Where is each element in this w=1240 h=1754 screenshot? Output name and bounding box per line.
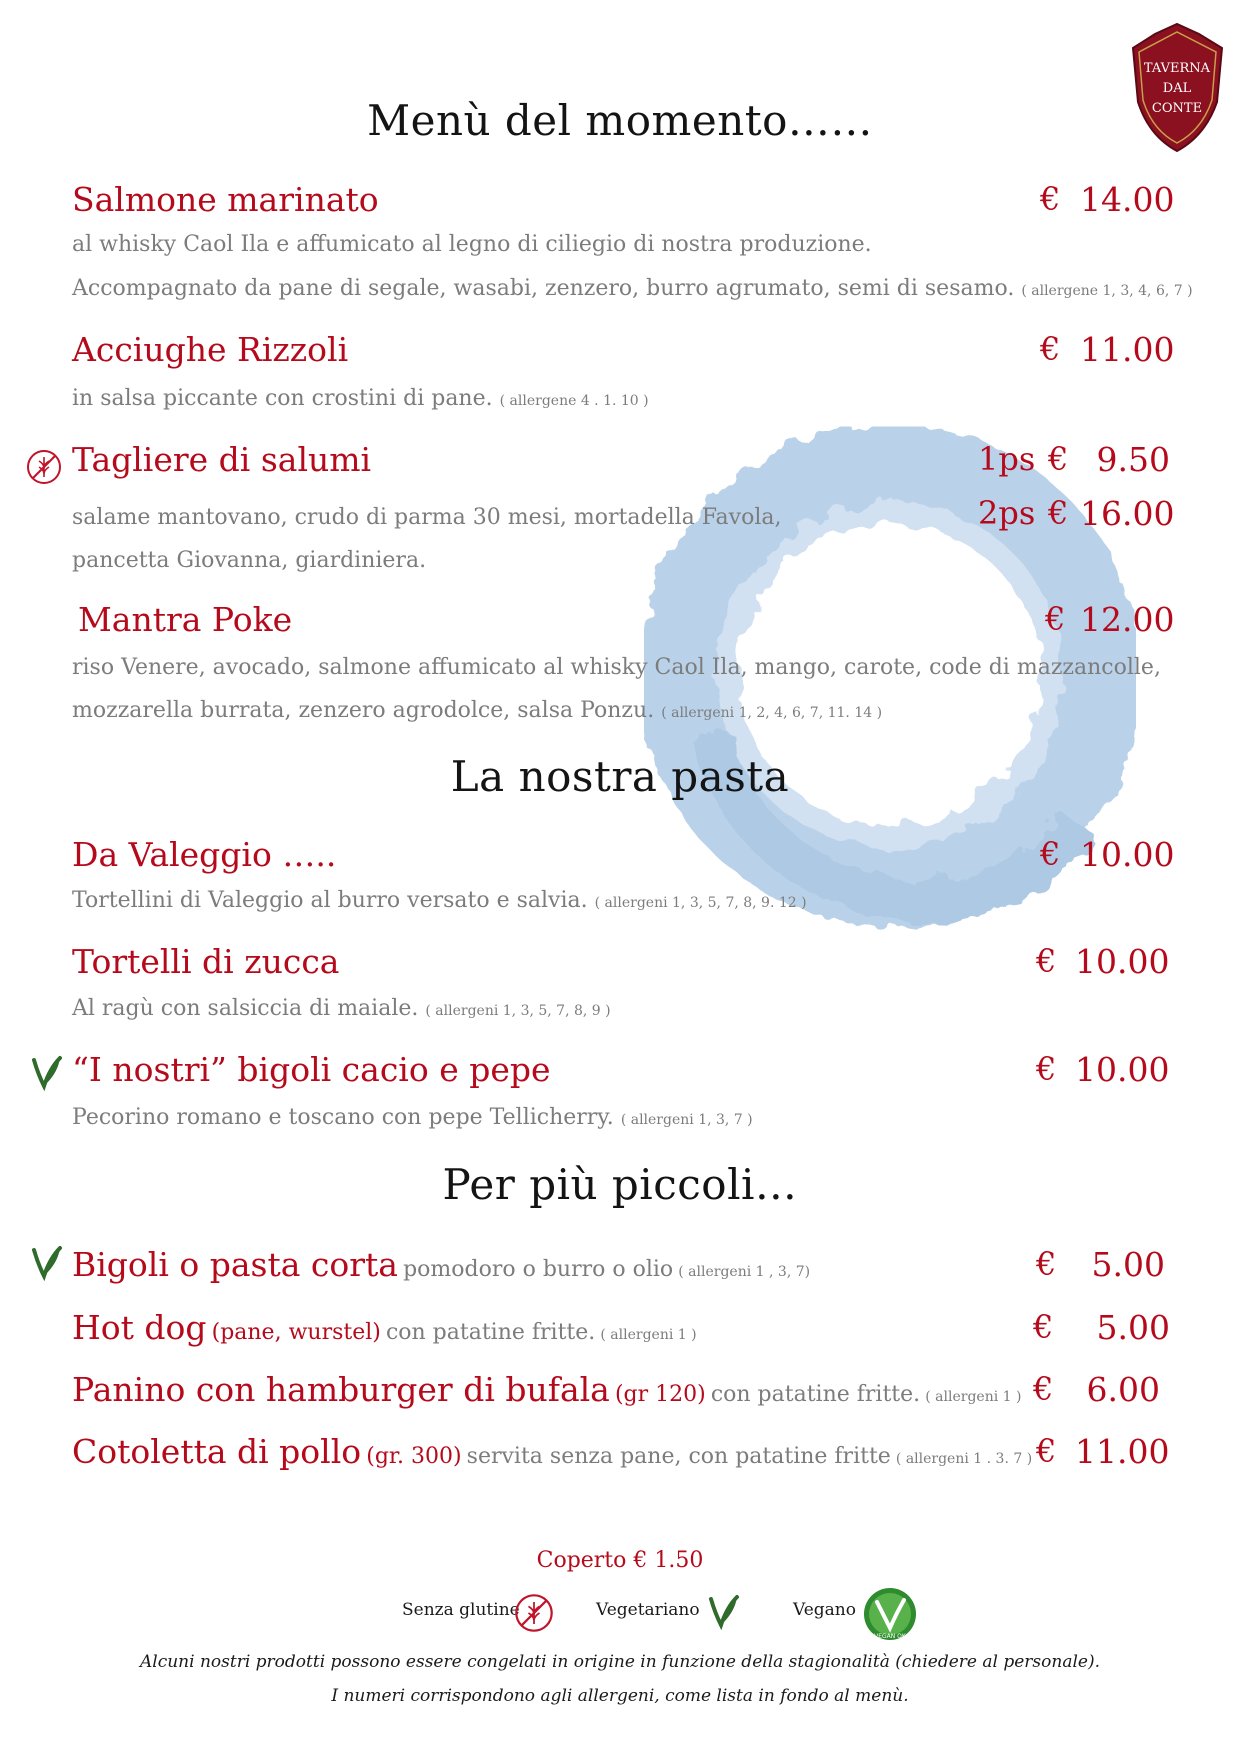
footnote-line1: Alcuni nostri prodotti possono essere congelati in origine in funzione della stagionalità (chiedere al personale). bbox=[139, 1652, 1100, 1672]
desc-valeggio-text: Tortellini di Valeggio al burro versato e salvia. bbox=[72, 888, 588, 913]
euro-mantra: € bbox=[1045, 600, 1066, 638]
item-name-bigoli-cacio: “I nostri” bigoli cacio e pepe bbox=[72, 1050, 551, 1089]
gluten-free-icon bbox=[25, 448, 63, 486]
allergens-bigoli-cacio: ( allergeni 1, 3, 7 ) bbox=[620, 1112, 753, 1128]
allergens-tortelli: ( allergeni 1, 3, 5, 7, 8, 9 ) bbox=[425, 1003, 611, 1019]
price-tortelli: 10.00 bbox=[1075, 942, 1170, 981]
vegan-ok-icon bbox=[862, 1586, 918, 1642]
price-kids-cotoletta: 11.00 bbox=[1075, 1432, 1170, 1471]
logo-line3: CONTE bbox=[1151, 101, 1203, 116]
kids-desc-cotoletta: servita senza pane, con patatine fritte bbox=[466, 1444, 891, 1469]
price-kids-hotdog: 5.00 bbox=[1096, 1308, 1170, 1347]
vegan-badge-text: VEGAN OK bbox=[874, 1633, 906, 1640]
euro-bigoli-cacio: € bbox=[1036, 1050, 1057, 1088]
section-title-piccoli: Per più piccoli… bbox=[442, 1160, 798, 1209]
kids-name-cotoletta: Cotoletta di pollo bbox=[72, 1432, 362, 1471]
euro-tortelli: € bbox=[1036, 942, 1057, 980]
allergens-salmone: ( allergene 1, 3, 4, 6, 7 ) bbox=[1021, 283, 1193, 299]
footnote-line2: I numeri corrispondono agli allergeni, come lista in fondo al menù. bbox=[331, 1686, 909, 1706]
allergens-acciughe: ( allergene 4 . 1. 10 ) bbox=[499, 393, 649, 409]
kids-name-panino: Panino con hamburger di bufala bbox=[72, 1370, 610, 1409]
legend-vegan-label: Vegano bbox=[793, 1600, 856, 1620]
section-title-momento: Menù del momento…… bbox=[367, 96, 873, 145]
desc-tortelli bbox=[72, 996, 611, 1021]
kids-allergens-hotdog: ( allergeni 1 ) bbox=[600, 1327, 697, 1343]
price-valeggio: 10.00 bbox=[1080, 835, 1175, 874]
price-tagliere-2: 16.00 bbox=[1080, 494, 1175, 533]
desc-mantra-2-text: mozzarella burrata, zenzero agrodolce, salsa Ponzu. bbox=[72, 698, 655, 723]
kids-name-bigoli: Bigoli o pasta corta bbox=[72, 1245, 398, 1284]
euro-kids-bigoli: € bbox=[1036, 1245, 1057, 1283]
gluten-free-icon bbox=[513, 1592, 555, 1634]
desc-tagliere-2: pancetta Giovanna, giardiniera. bbox=[72, 548, 427, 573]
kids-item-hotdog bbox=[72, 1308, 697, 1347]
euro-tagliere-2: € bbox=[1048, 494, 1069, 532]
euro-acciughe: € bbox=[1040, 330, 1061, 368]
vegetarian-icon bbox=[28, 1242, 64, 1282]
vegetarian-icon bbox=[705, 1590, 741, 1632]
kids-allergens-cotoletta: ( allergeni 1 . 3. 7 ) bbox=[895, 1451, 1033, 1467]
price-kids-panino: 6.00 bbox=[1086, 1370, 1160, 1409]
item-name-tagliere: Tagliere di salumi bbox=[72, 440, 372, 479]
kids-item-panino bbox=[72, 1370, 1021, 1409]
desc-salmone-1: al whisky Caol Ila e affumicato al legno di ciliegio di nostra produzione. bbox=[72, 232, 872, 257]
euro-salmone: € bbox=[1040, 180, 1061, 218]
euro-kids-panino: € bbox=[1033, 1370, 1054, 1408]
legend-vegetarian-label: Vegetariano bbox=[596, 1600, 700, 1620]
price-salmone: 14.00 bbox=[1080, 180, 1175, 219]
price-tagliere-1: 9.50 bbox=[1096, 440, 1170, 479]
desc-salmone-2-text: Accompagnato da pane di segale, wasabi, zenzero, burro agrumato, semi di sesamo. bbox=[72, 276, 1015, 301]
kids-sub-cotoletta: (gr. 300) bbox=[366, 1444, 462, 1469]
allergens-valeggio: ( allergeni 1, 3, 5, 7, 8, 9. 12 ) bbox=[594, 895, 807, 911]
kids-item-cotoletta bbox=[72, 1432, 1032, 1471]
kids-sub-hotdog: (pane, wurstel) bbox=[211, 1320, 381, 1345]
kids-item-bigoli bbox=[72, 1245, 810, 1284]
price-bigoli-cacio: 10.00 bbox=[1075, 1050, 1170, 1089]
kids-desc-hotdog: con patatine fritte. bbox=[385, 1320, 596, 1345]
euro-kids-hotdog: € bbox=[1033, 1308, 1054, 1346]
euro-valeggio: € bbox=[1040, 835, 1061, 873]
allergens-mantra: ( allergeni 1, 2, 4, 6, 7, 11. 14 ) bbox=[661, 705, 883, 721]
coperto-note: Coperto € 1.50 bbox=[536, 1548, 704, 1573]
kids-allergens-bigoli: ( allergeni 1 , 3, 7) bbox=[678, 1264, 811, 1280]
logo-line2: DAL bbox=[1162, 81, 1192, 96]
euro-kids-cotoletta: € bbox=[1036, 1432, 1057, 1470]
portion-tagliere-1: 1ps bbox=[978, 440, 1036, 478]
price-kids-bigoli: 5.00 bbox=[1091, 1245, 1165, 1284]
kids-desc-bigoli: pomodoro o burro o olio bbox=[403, 1257, 674, 1282]
kids-name-hotdog: Hot dog bbox=[72, 1308, 207, 1347]
kids-sub-panino: (gr 120) bbox=[614, 1382, 706, 1407]
vegetarian-icon bbox=[28, 1052, 64, 1092]
desc-mantra-2 bbox=[72, 698, 882, 723]
item-name-mantra: Mantra Poke bbox=[78, 600, 293, 639]
desc-valeggio bbox=[72, 888, 807, 913]
price-acciughe: 11.00 bbox=[1080, 330, 1175, 369]
section-title-pasta: La nostra pasta bbox=[450, 752, 790, 801]
kids-allergens-panino: ( allergeni 1 ) bbox=[925, 1389, 1022, 1405]
desc-salmone-2 bbox=[72, 276, 1193, 301]
legend-gluten-free-label: Senza glutine bbox=[402, 1600, 520, 1620]
desc-tagliere-1: salame mantovano, crudo di parma 30 mesi, mortadella Favola, bbox=[72, 505, 782, 530]
desc-acciughe bbox=[72, 386, 649, 411]
decorative-brush-circle bbox=[600, 405, 1160, 965]
item-name-acciughe: Acciughe Rizzoli bbox=[72, 330, 349, 369]
logo-line1: TAVERNA bbox=[1143, 61, 1211, 76]
euro-tagliere-1: € bbox=[1048, 440, 1069, 478]
desc-bigoli-cacio bbox=[72, 1105, 753, 1130]
item-name-salmone: Salmone marinato bbox=[72, 180, 379, 219]
desc-bigoli-cacio-text: Pecorino romano e toscano con pepe Tellicherry. bbox=[72, 1105, 614, 1130]
price-mantra: 12.00 bbox=[1080, 600, 1175, 639]
desc-tortelli-text: Al ragù con salsiccia di maiale. bbox=[72, 996, 419, 1021]
kids-desc-panino: con patatine fritte. bbox=[710, 1382, 921, 1407]
item-name-valeggio: Da Valeggio ….. bbox=[72, 835, 337, 874]
desc-mantra-1: riso Venere, avocado, salmone affumicato al whisky Caol Ila, mango, carote, code di mazzancolle, bbox=[72, 655, 1161, 680]
portion-tagliere-2: 2ps bbox=[978, 494, 1036, 532]
desc-acciughe-text: in salsa piccante con crostini di pane. bbox=[72, 386, 493, 411]
item-name-tortelli: Tortelli di zucca bbox=[72, 942, 340, 981]
